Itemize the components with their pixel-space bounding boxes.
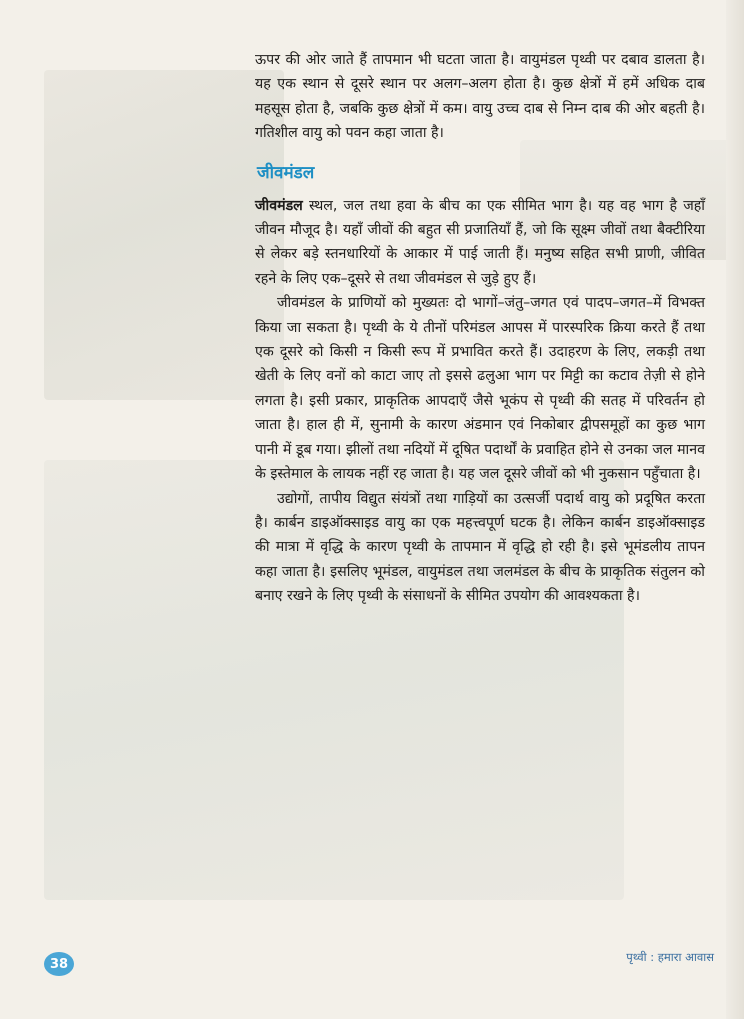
book-title-footer: पृथ्वी : हमारा आवास <box>626 950 714 964</box>
page-number-badge: 38 <box>44 952 74 976</box>
intro-paragraph: ऊपर की ओर जाते हैं तापमान भी घटता जाता है। वायुमंडल पृथ्वी पर दबाव डालता है। यह एक स्थान से दूसरे स्थान पर अलग–अलग होता है। कुछ क्षेत्रों में हमें अधिक दाब महसूस होता है, जबकि कुछ क्षेत्रों में कम। वायु उच्च दाब से निम्न दाब की ओर बहती है। गतिशील वायु को पवन कहा जाता है। <box>255 52 705 142</box>
paragraph-2: जीवमंडल के प्राणियों को मुख्यतः दो भागों–जंतु–जगत एवं पादप–जगत–में विभक्त किया जा सकता है। पृथ्वी के ये तीनों परिमंडल आपस में पारस्परिक क्रिया करते हैं तथा एक दूसरे को किसी न किसी रूप में प्रभावित करते हैं। उदाहरण के लिए, लकड़ी तथा खेती के लिए वनों को काटा जाए तो इससे ढलुआ भाग पर मिट्टी का कटाव तेज़ी से होने लगता है। इसी प्रकार, प्राकृतिक आपदाएँ जैसे भूकंप से पृथ्वी की सतह में परिवर्तन हो जाता है। हाल ही में, सुनामी के कारण अंडमान एवं निकोबार द्वीपसमूहों का कुछ भाग पानी में डूब गया। झीलों तथा नदियों में दूषित पदार्थों के प्रवाहित होने से उनका जल मानव के इस्तेमाल के लायक नहीं रह जाता है। यह जल दूसरे जीवों को भी नुकसान पहुँचाता है। <box>255 295 705 483</box>
section-heading: जीवमंडल <box>257 162 315 183</box>
page-content <box>255 48 705 609</box>
paragraph-1 <box>255 194 705 292</box>
paragraph-3: उद्योगों, तापीय विद्युत संयंत्रों तथा गाड़ियों का उत्सर्जी पदार्थ वायु को प्रदूषित करता है। कार्बन डाइऑक्साइड वायु का एक महत्त्वपूर्ण घटक है। लेकिन कार्बन डाइऑक्साइड की मात्रा में वृद्धि के कारण पृथ्वी के तापमान में वृद्धि हो रही है। इसे भूमंडलीय तापन कहा जाता है। इसलिए भूमंडल, वायुमंडल तथा जलमंडल के बीच के प्राकृतिक संतुलन को बनाए रखने के लिए पृथ्वी के संसाधनों के सीमित उपयोग की आवश्यकता है। <box>255 490 705 605</box>
faded-background-photo-top <box>44 70 284 400</box>
page-edge-shadow <box>726 0 744 1019</box>
key-term: जीवमंडल <box>255 197 303 214</box>
paragraph-1-text: स्थल, जल तथा हवा के बीच का एक सीमित भाग है। यह वह भाग है जहाँ जीवन मौजूद है। यहाँ जीवों की बहुत सी प्रजातियाँ हैं, जो कि सूक्ष्म जीवों तथा बैक्टीरिया से लेकर बड़े स्तनधारियों के आकार में पाई जाती हैं। मनुष्य सहित सभी प्राणी, जीवित रहने के लिए एक–दूसरे से तथा जीवमंडल से जुड़े हुए हैं। <box>255 197 705 287</box>
